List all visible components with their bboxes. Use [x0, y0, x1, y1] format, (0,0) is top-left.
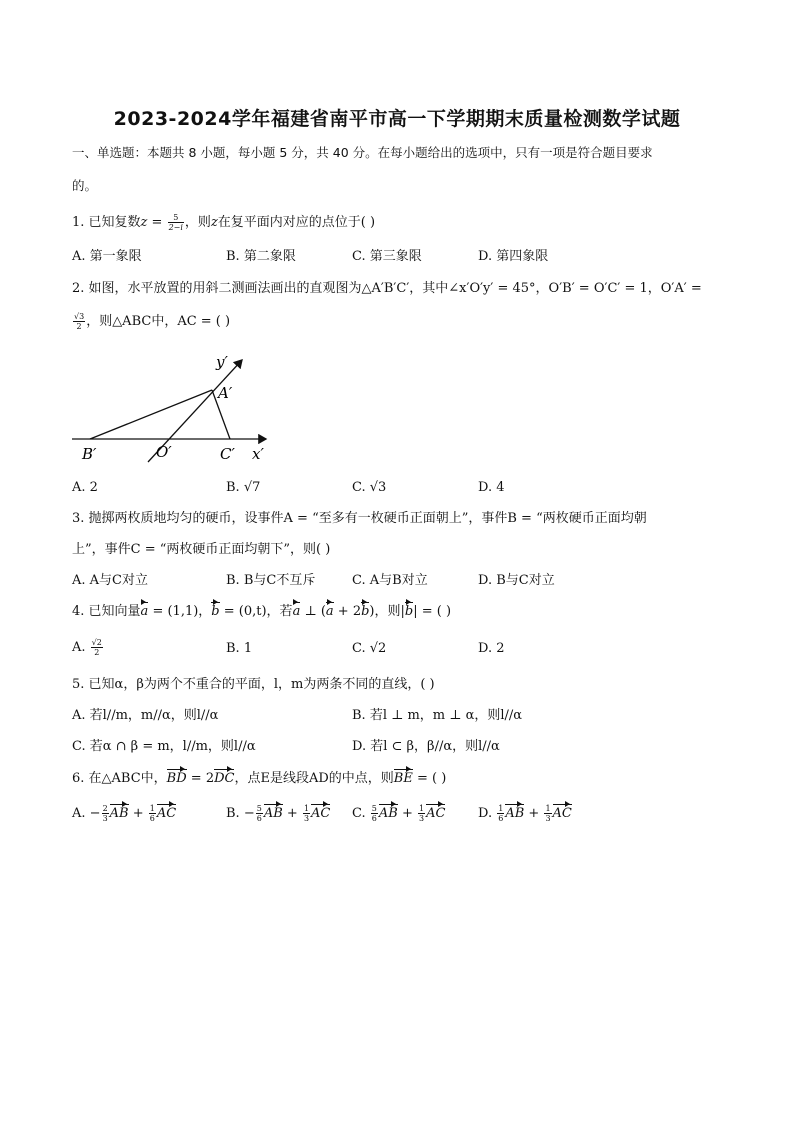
- label-b: B′: [82, 445, 97, 463]
- option-d: D. 若l ⊂ β，β//α，则l//α: [352, 739, 500, 754]
- section-heading-cont: 的。: [72, 178, 98, 193]
- option-c: C. $\frac{5}{6}$ AB + $\frac{1}{3}$ AC: [352, 804, 446, 823]
- option-d: D. 4: [478, 480, 505, 495]
- question-4-stem: 4. 已知向量a = (1,1)，b = (0,t)，若a ⊥ (a + 2b)，则|b| = ( ): [72, 604, 452, 619]
- option-d: D. B与C对立: [478, 573, 555, 588]
- question-6-stem: 6. 在△ABC中，BD = 2DC，点E是线段AD的中点，则BE = ( ): [72, 771, 447, 786]
- option-a: A. $\frac{√2}{2}$: [72, 638, 102, 657]
- option-b: B. 若l ⊥ m，m ⊥ α，则l//α: [352, 708, 523, 723]
- page-title: 2023-2024学年福建省南平市高一下学期期末质量检测数学试题: [113, 108, 681, 130]
- label-a: A′: [218, 384, 233, 402]
- section-heading: 一、单选题：本题共 8 小题，每小题 5 分，共 40 分。在每小题给出的选项中，只有一项是符合题目要求: [72, 145, 653, 160]
- option-d: D. $\frac{1}{6}$ AB + $\frac{1}{3}$ AC: [478, 804, 572, 823]
- option-b: B. − $\frac{5}{6}$ AB + $\frac{1}{3}$ AC: [226, 804, 331, 823]
- option-c: C. A与B对立: [352, 573, 428, 588]
- option-c: C. 第三象限: [352, 249, 422, 264]
- label-x: x′: [252, 445, 264, 463]
- label-o: O′: [156, 443, 172, 461]
- question-3-stem: 3. 抛掷两枚质地均匀的硬币，设事件A = “至多有一枚硬币正面朝上”，事件B = “两枚硬币正面均朝: [72, 511, 647, 526]
- option-a: A. 2: [72, 480, 98, 495]
- fraction: $\frac{√2}{2}$: [91, 638, 102, 657]
- option-c: C. √3: [352, 480, 387, 495]
- question-2-stem: 2. 如图，水平放置的用斜二测画法画出的直观图为△A′B′C′，其中∠x′O′y′ = 45°，O′B′ = O′C′ = 1，O′A′ =: [72, 281, 702, 296]
- option-d: D. 第四象限: [478, 249, 549, 264]
- option-a: A. 若l//m，m//α，则l//α: [72, 708, 219, 723]
- oblique-projection-figure: [70, 350, 280, 468]
- option-b: B. 第二象限: [226, 249, 296, 264]
- option-c: C. √2: [352, 641, 387, 656]
- label-c: C′: [220, 445, 235, 463]
- option-c: C. 若α ∩ β = m，l//m，则l//α: [72, 739, 256, 754]
- option-a: A. 第一象限: [72, 249, 142, 264]
- question-2-stem-cont: $\frac{√3}{2}$ ，则△ABC中，AC = ( ): [74, 312, 231, 331]
- fraction: $\frac{5}{2-i}$: [168, 213, 183, 232]
- option-d: D. 2: [478, 641, 505, 656]
- question-1-stem: 1. 已知复数z = $\frac{5}{2-i}$ ，则z在复平面内对应的点位于( ): [72, 213, 376, 232]
- question-3-stem-cont: 上”，事件C = “两枚硬币正面均朝下”，则( ): [72, 542, 331, 557]
- option-a: A. A与C对立: [72, 573, 148, 588]
- option-a: A. − $\frac{2}{3}$ AB + $\frac{1}{6}$ AC: [72, 804, 177, 823]
- option-b: B. √7: [226, 480, 261, 495]
- option-b: B. B与C不互斥: [226, 573, 316, 588]
- segment-ab: [90, 390, 212, 439]
- label-y: y′: [216, 353, 228, 371]
- fraction: $\frac{√3}{2}$: [74, 312, 85, 331]
- question-5-stem: 5. 已知α，β为两个不重合的平面，l，m为两条不同的直线，( ): [72, 677, 435, 692]
- option-b: B. 1: [226, 641, 253, 656]
